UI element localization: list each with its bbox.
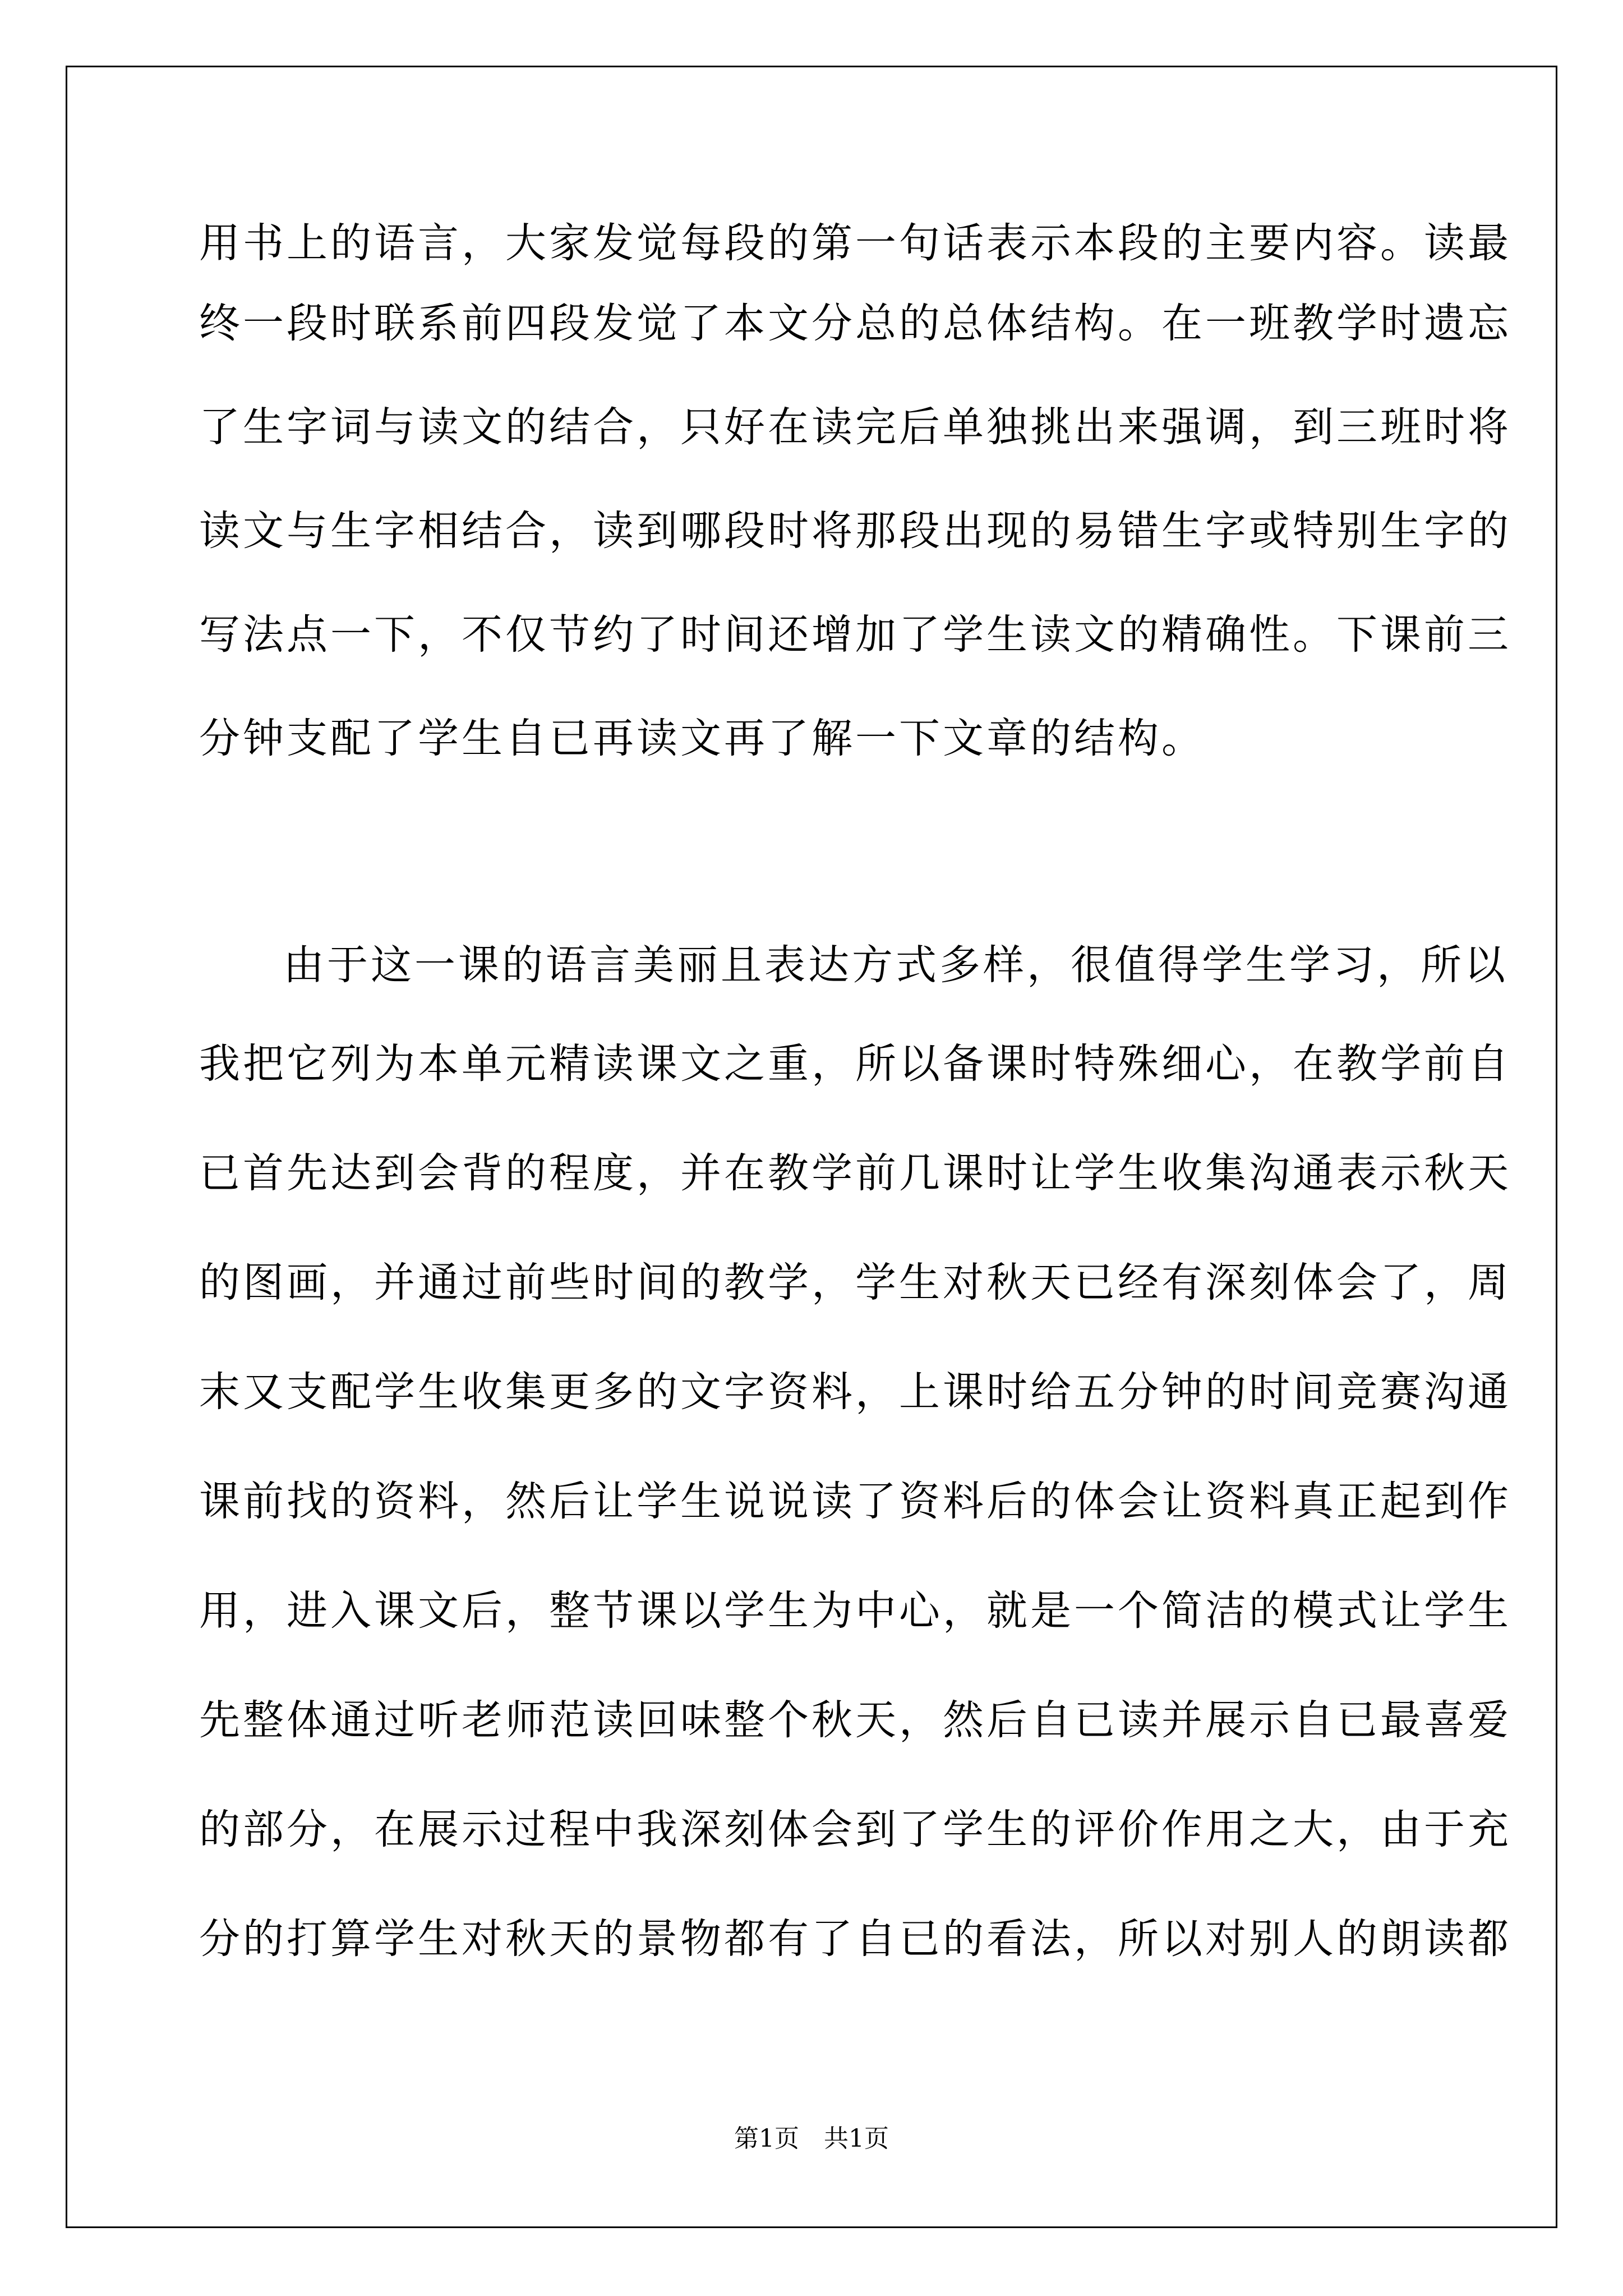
- paragraph-2-line-10: 分的打算学生对秋天的景物都有了自已的看法，所以对别人的朗读都: [199, 1915, 1511, 1963]
- paragraph-1-line-6: 分钟支配了学生自已再读文再了解一下文章的结构。: [199, 715, 1205, 762]
- paragraph-2-line-1: 由于这一课的语言美丽且表达方式多样，很值得学生学习，所以: [283, 941, 1508, 989]
- paragraph-2-line-3: 已首先达到会背的程度，并在教学前几课时让学生收集沟通表示秋天: [199, 1149, 1511, 1197]
- paragraph-1-line-4: 读文与生字相结合，读到哪段时将那段出现的易错生字或特别生字的: [199, 507, 1511, 555]
- paragraph-1-line-5: 写法点一下，不仅节约了时间还增加了学生读文的精确性。下课前三: [199, 611, 1511, 659]
- paragraph-2-line-5: 末又支配学生收集更多的文字资料，上课时给五分钟的时间竞赛沟通: [199, 1368, 1511, 1416]
- paragraph-1-line-3: 了生字词与读文的结合，只好在读完后单独挑出来强调，到三班时将: [199, 403, 1511, 451]
- paragraph-1-line-2: 终一段时联系前四段发觉了本文分总的总体结构。在一班教学时遗忘: [199, 300, 1511, 347]
- paragraph-2-line-6: 课前找的资料，然后让学生说说读了资料后的体会让资料真正起到作: [199, 1478, 1511, 1525]
- paragraph-2-line-8: 先整体通过听老师范读回味整个秋天，然后自已读并展示自已最喜爱: [199, 1696, 1511, 1744]
- paragraph-2-line-2: 我把它列为本单元精读课文之重，所以备课时特殊细心，在教学前自: [199, 1040, 1511, 1088]
- paragraph-2-line-9: 的部分，在展示过程中我深刻体会到了学生的评价作用之大，由于充: [199, 1806, 1511, 1853]
- paragraph-2-line-7: 用，进入课文后，整节课以学生为中心，就是一个简洁的模式让学生: [199, 1587, 1511, 1635]
- paragraph-1-line-1: 用书上的语言，大家发觉每段的第一句话表示本段的主要内容。读最: [199, 219, 1511, 267]
- page-number-footer: 第1页 共1页: [734, 2124, 889, 2153]
- paragraph-2-line-4: 的图画，并通过前些时间的教学，学生对秋天已经有深刻体会了，周: [199, 1259, 1511, 1306]
